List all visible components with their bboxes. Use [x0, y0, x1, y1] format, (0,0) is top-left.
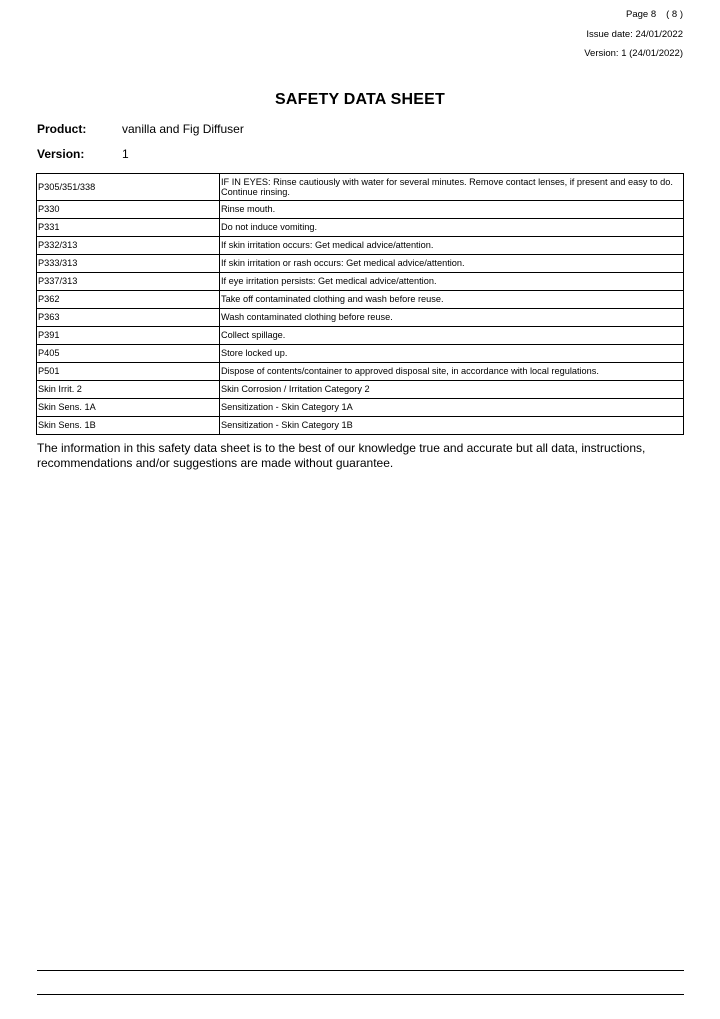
version-stamp: Version: 1 (24/01/2022)	[584, 48, 683, 59]
document-title: SAFETY DATA SHEET	[275, 91, 445, 108]
table-row	[37, 273, 684, 291]
phrase-code: P391	[37, 327, 220, 345]
phrase-text: If eye irritation persists: Get medical advice/attention.	[220, 273, 684, 291]
phrase-code: P330	[37, 201, 220, 219]
phrase-code: P332/313	[37, 237, 220, 255]
phrase-text: Do not induce vomiting.	[220, 219, 684, 237]
phrase-text: Store locked up.	[220, 345, 684, 363]
phrase-text: Sensitization - Skin Category 1B	[220, 417, 684, 435]
table-row	[37, 399, 684, 417]
table-row	[37, 174, 684, 201]
table-row	[37, 363, 684, 381]
version-row	[37, 147, 129, 161]
table-row	[37, 309, 684, 327]
phrase-text: Wash contaminated clothing before reuse.	[220, 309, 684, 327]
page-number	[626, 9, 683, 20]
phrase-code: P337/313	[37, 273, 220, 291]
phrase-text: Skin Corrosion / Irritation Category 2	[220, 381, 684, 399]
phrase-text: Dispose of contents/container to approved disposal site, in accordance with local regulations.	[220, 363, 684, 381]
page-label: Page	[625, 9, 649, 20]
table-row	[37, 291, 684, 309]
phrase-code: Skin Sens. 1A	[37, 399, 220, 417]
phrase-text: If skin irritation or rash occurs: Get medical advice/attention.	[220, 255, 684, 273]
phrase-text: Take off contaminated clothing and wash before reuse.	[220, 291, 684, 309]
phrase-text: IF IN EYES: Rinse cautiously with water for several minutes. Remove contact lenses, if present and easy to do. Continue rinsing.	[220, 174, 684, 201]
issue-date: Issue date: 24/01/2022	[586, 29, 683, 40]
version-value: 1	[122, 147, 129, 161]
product-label: Product:	[37, 122, 87, 136]
page-total: ( 8 )	[666, 9, 683, 20]
table-row	[37, 381, 684, 399]
table-row	[37, 417, 684, 435]
footer-divider	[37, 970, 684, 971]
phrase-code: P363	[37, 309, 220, 327]
phrase-code: P305/351/338	[37, 174, 220, 201]
table-row	[37, 327, 684, 345]
phrase-code: Skin Irrit. 2	[37, 381, 220, 399]
footer-divider	[37, 994, 684, 995]
table-row	[37, 255, 684, 273]
phrase-text: Sensitization - Skin Category 1A	[220, 399, 684, 417]
precautionary-statements-table	[36, 173, 684, 435]
phrase-code: P362	[37, 291, 220, 309]
page-current: 8	[650, 9, 657, 20]
table-row	[37, 345, 684, 363]
table-row	[37, 219, 684, 237]
product-value: vanilla and Fig Diffuser	[122, 122, 244, 136]
phrase-text: Rinse mouth.	[220, 201, 684, 219]
phrase-code: Skin Sens. 1B	[37, 417, 220, 435]
phrase-text: Collect spillage.	[220, 327, 684, 345]
phrase-code: P501	[37, 363, 220, 381]
phrase-code: P405	[37, 345, 220, 363]
product-row	[37, 122, 244, 136]
phrase-code: P333/313	[37, 255, 220, 273]
table-row	[37, 237, 684, 255]
phrase-text: If skin irritation occurs: Get medical advice/attention.	[220, 237, 684, 255]
table-row	[37, 201, 684, 219]
phrase-code: P331	[37, 219, 220, 237]
version-label: Version:	[37, 147, 85, 161]
disclaimer-text: The information in this safety data sheet is to the best of our knowledge true and accurate but all data, instructions, recommendations and/or suggestions are made without guarantee.	[37, 441, 646, 470]
